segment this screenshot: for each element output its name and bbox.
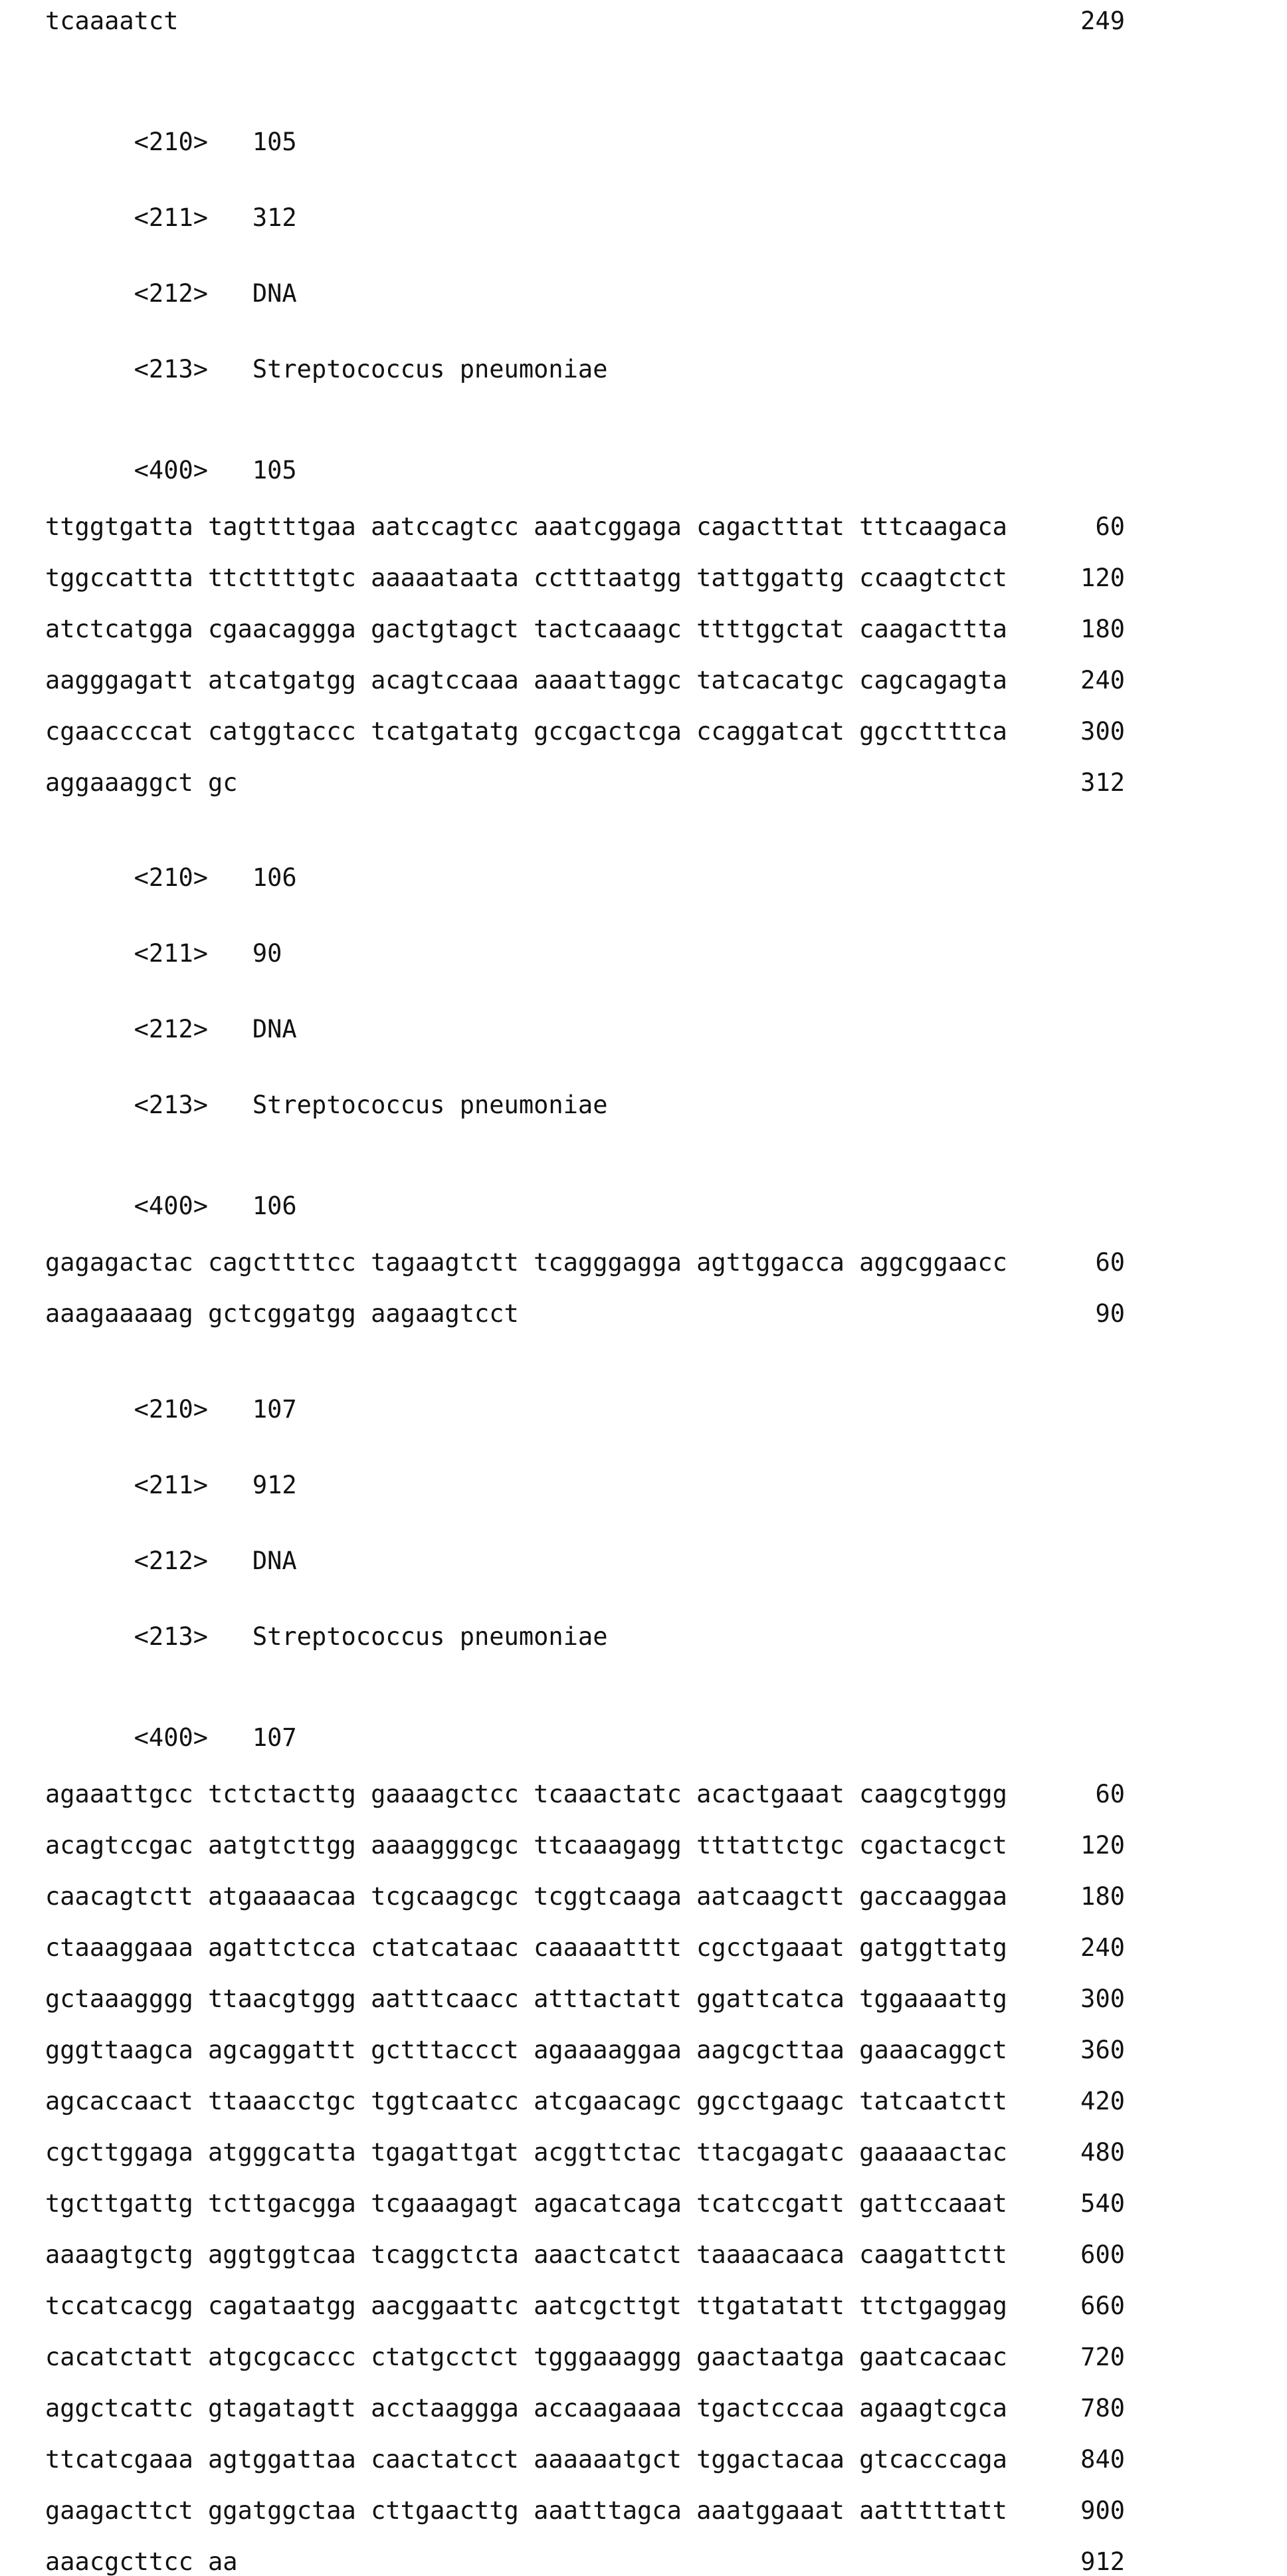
position-number: 600 bbox=[1080, 2240, 1125, 2269]
tag-210-line bbox=[45, 104, 1287, 180]
tag-400-line bbox=[45, 433, 1287, 508]
tag-value: 90 bbox=[252, 939, 282, 968]
sequence-line bbox=[45, 2395, 1125, 2422]
sequence-line bbox=[45, 2037, 1125, 2064]
tag-212-line bbox=[45, 1523, 1287, 1599]
sequence-text: agcaccaact ttaaacctgc tggtcaatcc atcgaacagc ggcctgaagc tatcaatctt bbox=[45, 2087, 1007, 2115]
sequence-text: gagagactac cagcttttcc tagaagtctt tcagggagga agttggacca aggcggaacc bbox=[45, 1248, 1007, 1277]
position-number: 90 bbox=[1095, 1299, 1125, 1328]
tag-value: 105 bbox=[252, 128, 297, 156]
sequence-line bbox=[45, 770, 1125, 796]
sequence-text: agaaattgcc tctctacttg gaaaagctcc tcaaactatc acactgaaat caagcgtggg bbox=[45, 1780, 1007, 1808]
tag-label: <211> bbox=[134, 203, 209, 232]
sequence-text: tcaaaatct bbox=[45, 7, 179, 35]
position-number: 312 bbox=[1080, 768, 1125, 797]
tag-value: 105 bbox=[252, 456, 297, 484]
sequence-line bbox=[45, 565, 1125, 591]
sequence-text: cgcttggaga atgggcatta tgagattgat acggttctac ttacgagatc gaaaaactac bbox=[45, 2138, 1007, 2167]
sequence-text: aggaaaggct gc bbox=[45, 768, 238, 797]
sequence-text: aggctcattc gtagatagtt acctaaggga accaagaaaa tgactcccaa agaagtcgca bbox=[45, 2394, 1007, 2422]
sequence-line bbox=[45, 616, 1125, 643]
position-number: 300 bbox=[1080, 717, 1125, 746]
tag-211-line bbox=[45, 1448, 1287, 1523]
sequence-text: cacatctatt atgcgcaccc ctatgcctct tgggaaaggg gaactaatga gaatcacaac bbox=[45, 2343, 1007, 2371]
position-number: 180 bbox=[1080, 615, 1125, 643]
sequence-line bbox=[45, 1883, 1125, 1910]
tag-label: <210> bbox=[134, 128, 209, 156]
tag-label: <213> bbox=[134, 1091, 209, 1119]
tag-label: <212> bbox=[134, 1015, 209, 1043]
tag-value: DNA bbox=[252, 279, 297, 308]
sequence-text: aagggagatt atcatgatgg acagtccaaa aaaattaggc tatcacatgc cagcagagta bbox=[45, 666, 1007, 695]
position-number: 780 bbox=[1080, 2394, 1125, 2422]
tag-210-line bbox=[45, 1372, 1287, 1448]
tag-value: 106 bbox=[252, 863, 297, 892]
sequence-continuation-line bbox=[45, 8, 1125, 35]
tag-label: <212> bbox=[134, 1547, 209, 1575]
tag-label: <400> bbox=[134, 1723, 209, 1752]
sequence-text: tccatcacgg cagataatgg aacggaattc aatcgcttgt ttgatatatt ttctgaggag bbox=[45, 2292, 1007, 2320]
sequence-text: ttcatcgaaa agtggattaa caactatcct aaaaaatgct tggactacaa gtcacccaga bbox=[45, 2445, 1007, 2474]
sequence-text: caacagtctt atgaaaacaa tcgcaagcgc tcggtcaaga aatcaagctt gaccaaggaa bbox=[45, 1882, 1007, 1911]
sequence-text: acagtccgac aatgtcttgg aaaagggcgc ttcaaagagg tttattctgc cgactacgct bbox=[45, 1831, 1007, 1860]
sequence-text: gggttaagca agcaggattt gctttaccct agaaaaggaa aagcgcttaa gaaacaggct bbox=[45, 2036, 1007, 2064]
tag-label: <400> bbox=[134, 1192, 209, 1220]
sequence-entry-105 bbox=[45, 35, 1287, 796]
tag-211-line bbox=[45, 916, 1287, 992]
tag-label: <213> bbox=[134, 355, 209, 383]
sequence-text: cgaaccccat catggtaccc tcatgatatg gccgactcga ccaggatcat ggccttttca bbox=[45, 717, 1007, 746]
sequence-line bbox=[45, 2191, 1125, 2217]
tag-label: <213> bbox=[134, 1622, 209, 1651]
sequence-lines bbox=[45, 1776, 1287, 2575]
sequence-line bbox=[45, 1249, 1125, 1276]
tag-value: 106 bbox=[252, 1192, 297, 1220]
tag-value: DNA bbox=[252, 1015, 297, 1043]
sequence-entry-106 bbox=[45, 821, 1287, 1327]
sequence-line bbox=[45, 2139, 1125, 2166]
sequence-lines bbox=[45, 1244, 1287, 1327]
position-number: 720 bbox=[1080, 2343, 1125, 2371]
sequence-text: atctcatgga cgaacaggga gactgtagct tactcaaagc ttttggctat caagacttta bbox=[45, 615, 1007, 643]
tag-400-line bbox=[45, 1700, 1287, 1776]
position-number: 120 bbox=[1080, 564, 1125, 592]
sequence-line bbox=[45, 2498, 1125, 2524]
tag-label: <211> bbox=[134, 939, 209, 968]
sequence-line bbox=[45, 667, 1125, 694]
position-number: 540 bbox=[1080, 2189, 1125, 2218]
tag-value: 107 bbox=[252, 1395, 297, 1424]
sequence-text: ctaaaggaaa agattctcca ctatcataac caaaaatttt cgcctgaaat gatggttatg bbox=[45, 1933, 1007, 1962]
tag-value: Streptococcus pneumoniae bbox=[252, 1091, 608, 1119]
sequence-text: gaagacttct ggatggctaa cttgaacttg aaatttagca aaatggaaat aatttttatt bbox=[45, 2496, 1007, 2525]
position-number: 912 bbox=[1080, 2547, 1125, 2576]
position-number: 300 bbox=[1080, 1985, 1125, 2013]
tag-213-line bbox=[45, 1067, 1287, 1143]
position-number: 60 bbox=[1095, 1780, 1125, 1808]
position-number: 120 bbox=[1080, 1831, 1125, 1860]
sequence-line bbox=[45, 718, 1125, 745]
position-number: 249 bbox=[1080, 7, 1125, 35]
sequence-line bbox=[45, 514, 1125, 540]
tag-value: Streptococcus pneumoniae bbox=[252, 1622, 608, 1651]
sequence-text: tggccattta ttcttttgtc aaaaataata cctttaatgg tattggattg ccaagtctct bbox=[45, 564, 1007, 592]
position-number: 240 bbox=[1080, 1933, 1125, 1962]
sequence-line bbox=[45, 1935, 1125, 1961]
tag-label: <400> bbox=[134, 456, 209, 484]
position-number: 840 bbox=[1080, 2445, 1125, 2474]
sequence-line bbox=[45, 2242, 1125, 2268]
tag-212-line bbox=[45, 256, 1287, 332]
tag-210-line bbox=[45, 840, 1287, 916]
position-number: 900 bbox=[1080, 2496, 1125, 2525]
position-number: 660 bbox=[1080, 2292, 1125, 2320]
position-number: 60 bbox=[1095, 512, 1125, 541]
sequence-text: gctaaagggg ttaacgtggg aatttcaacc atttactatt ggattcatca tggaaaattg bbox=[45, 1985, 1007, 2013]
sequence-entry-107 bbox=[45, 1352, 1287, 2575]
sequence-line bbox=[45, 2344, 1125, 2371]
position-number: 240 bbox=[1080, 666, 1125, 695]
tag-label: <212> bbox=[134, 279, 209, 308]
sequence-line bbox=[45, 2293, 1125, 2319]
position-number: 480 bbox=[1080, 2138, 1125, 2167]
sequence-line bbox=[45, 2446, 1125, 2473]
sequence-line bbox=[45, 2549, 1125, 2575]
tag-label: <210> bbox=[134, 1395, 209, 1424]
sequence-text: aaaagtgctg aggtggtcaa tcaggctcta aaactcatct taaaacaaca caagattctt bbox=[45, 2240, 1007, 2269]
position-number: 420 bbox=[1080, 2087, 1125, 2115]
tag-value: 107 bbox=[252, 1723, 297, 1752]
sequence-text: tgcttgattg tcttgacgga tcgaaagagt agacatcaga tcatccgatt gattccaaat bbox=[45, 2189, 1007, 2218]
tag-value: 912 bbox=[252, 1471, 297, 1499]
sequence-line bbox=[45, 2088, 1125, 2115]
position-number: 60 bbox=[1095, 1248, 1125, 1277]
tag-value: Streptococcus pneumoniae bbox=[252, 355, 608, 383]
sequence-line bbox=[45, 1781, 1125, 1808]
tag-label: <210> bbox=[134, 863, 209, 892]
tag-label: <211> bbox=[134, 1471, 209, 1499]
tag-212-line bbox=[45, 992, 1287, 1067]
sequence-text: aaagaaaaag gctcggatgg aagaagtcct bbox=[45, 1299, 519, 1328]
sequence-text: aaacgcttcc aa bbox=[45, 2547, 238, 2576]
sequence-line bbox=[45, 1301, 1125, 1327]
sequence-line bbox=[45, 1986, 1125, 2012]
tag-value: DNA bbox=[252, 1547, 297, 1575]
tag-211-line bbox=[45, 180, 1287, 256]
tag-400-line bbox=[45, 1168, 1287, 1244]
sequence-text: ttggtgatta tagttttgaa aatccagtcc aaatcggaga cagactttat tttcaagaca bbox=[45, 512, 1007, 541]
sequence-line bbox=[45, 1832, 1125, 1859]
position-number: 360 bbox=[1080, 2036, 1125, 2064]
tag-213-line bbox=[45, 332, 1287, 407]
tag-213-line bbox=[45, 1599, 1287, 1675]
position-number: 180 bbox=[1080, 1882, 1125, 1911]
sequence-lines bbox=[45, 508, 1287, 796]
tag-value: 312 bbox=[252, 203, 297, 232]
